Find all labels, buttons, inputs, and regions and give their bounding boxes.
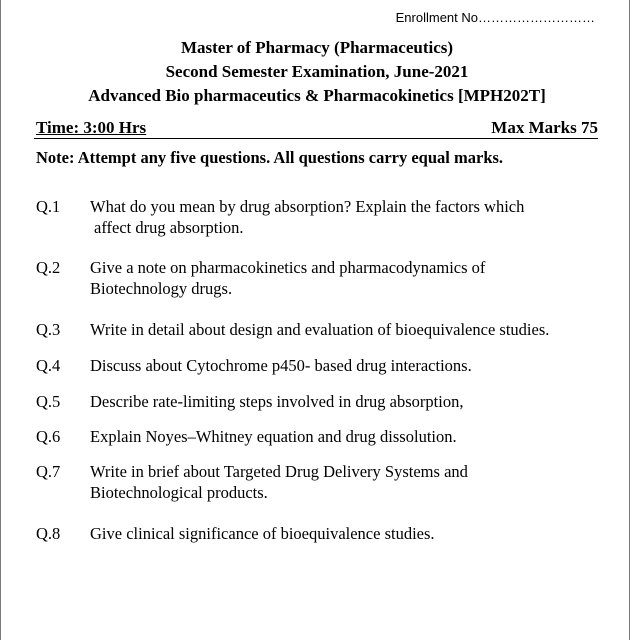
question-text-line: Give a note on pharmacokinetics and pharmacodynamics of <box>90 258 486 277</box>
question-text-line: Explain Noyes–Whitney equation and drug dissolution. <box>90 427 457 446</box>
question-number: Q.8 <box>36 524 61 543</box>
max-marks: Max Marks 75 <box>491 118 598 137</box>
question-number: Q.5 <box>36 392 61 411</box>
question-number: Q.3 <box>36 320 61 339</box>
question-number: Q.7 <box>36 462 61 481</box>
question-text-line: Write in detail about design and evaluation of bioequivalence studies. <box>90 320 550 339</box>
question-text-line: Write in brief about Targeted Drug Delivery Systems and <box>90 462 468 481</box>
question-text-line: Discuss about Cytochrome p450- based drug interactions. <box>90 356 472 375</box>
exam-title: Second Semester Examination, June-2021 <box>165 62 469 81</box>
time-marks-row <box>34 118 598 139</box>
program-title: Master of Pharmacy (Pharmaceutics) <box>180 38 454 57</box>
question-number: Q.6 <box>36 427 61 446</box>
question-text-line: Biotechnological products. <box>90 483 268 502</box>
enrollment-number: Enrollment No……………………… <box>395 10 595 25</box>
instructions-note: Note: Attempt any five questions. All questions carry equal marks. <box>36 148 504 167</box>
question-number: Q.1 <box>36 197 61 216</box>
question-text-line: What do you mean by drug absorption? Explain the factors which <box>90 197 525 216</box>
question-number: Q.2 <box>36 258 61 277</box>
question-number: Q.4 <box>36 356 61 375</box>
question-text-line: Give clinical significance of bioequivalence studies. <box>90 524 435 543</box>
question-text-line: Describe rate-limiting steps involved in drug absorption, <box>90 392 464 411</box>
exam-time: Time: 3:00 Hrs <box>36 118 147 137</box>
question-text-line: Biotechnology drugs. <box>90 279 233 298</box>
question-text-line: affect drug absorption. <box>94 218 244 237</box>
subject-title: Advanced Bio pharmaceutics & Pharmacokinetics [MPH202T] <box>88 86 546 105</box>
